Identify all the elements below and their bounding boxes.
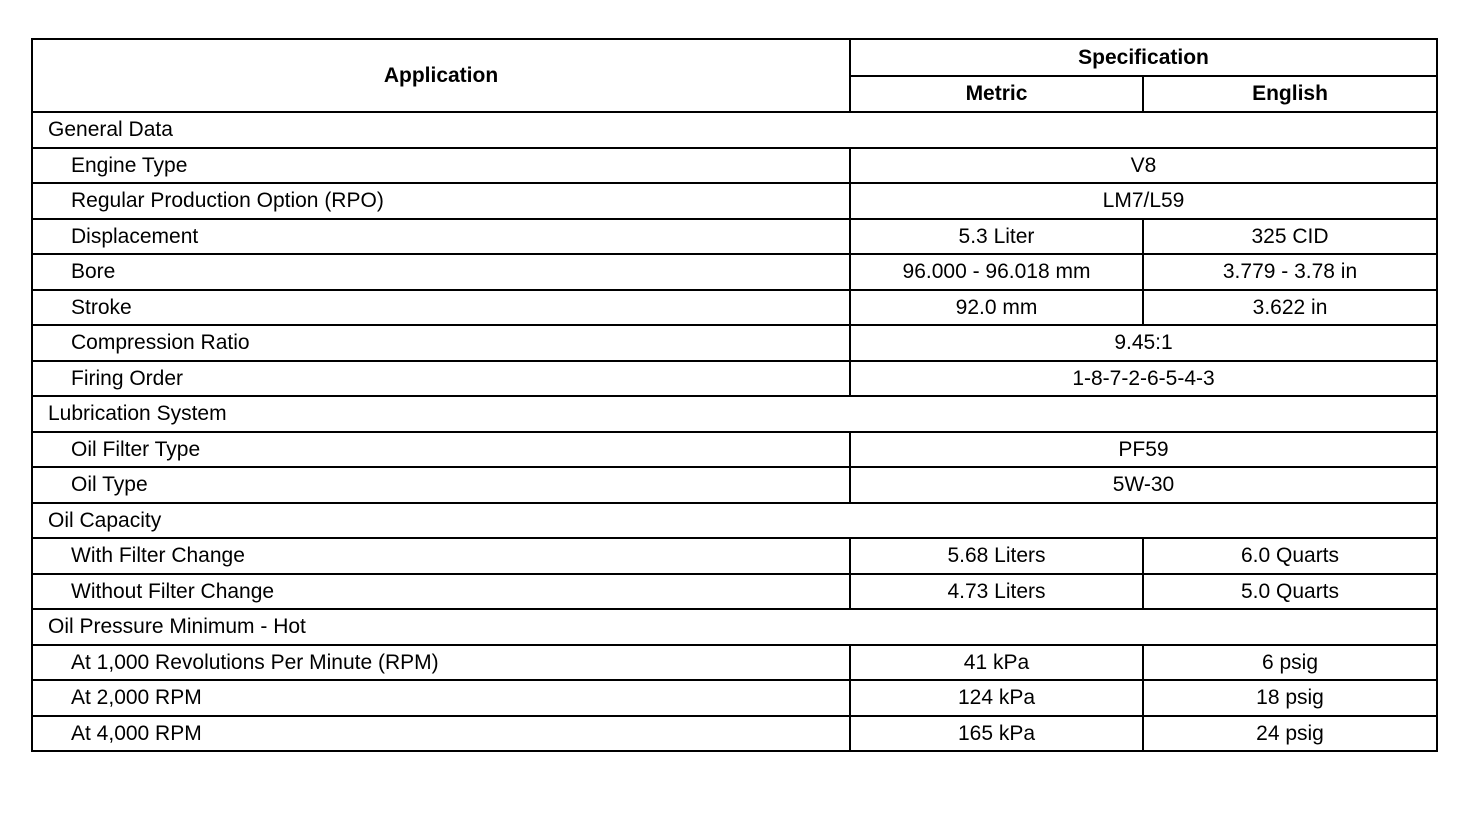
row-label: At 2,000 RPM [32, 680, 850, 716]
row-label: At 4,000 RPM [32, 716, 850, 752]
row-english-value: 5.0 Quarts [1143, 574, 1437, 610]
row-metric-value: 96.000 - 96.018 mm [850, 254, 1143, 290]
row-label: Regular Production Option (RPO) [32, 183, 850, 219]
header-application: Application [32, 39, 850, 112]
row-value: 5W-30 [850, 467, 1437, 503]
table-row [32, 183, 1437, 219]
header-metric: Metric [850, 76, 1143, 113]
section-row-lubrication-system [32, 396, 1437, 432]
row-metric-value: 5.3 Liter [850, 219, 1143, 255]
header-specification: Specification [850, 39, 1437, 76]
row-metric-value: 41 kPa [850, 645, 1143, 681]
row-metric-value: 92.0 mm [850, 290, 1143, 326]
table-row [32, 680, 1437, 716]
table-row [32, 574, 1437, 610]
row-label: Stroke [32, 290, 850, 326]
row-label: Displacement [32, 219, 850, 255]
table-row [32, 361, 1437, 397]
row-value: 9.45:1 [850, 325, 1437, 361]
row-english-value: 24 psig [1143, 716, 1437, 752]
row-value: 1-8-7-2-6-5-4-3 [850, 361, 1437, 397]
section-row-oil-capacity [32, 503, 1437, 539]
section-title: General Data [32, 112, 1437, 148]
table-row [32, 432, 1437, 468]
row-label: Engine Type [32, 148, 850, 184]
section-title: Oil Pressure Minimum - Hot [32, 609, 1437, 645]
row-label: With Filter Change [32, 538, 850, 574]
row-label: Without Filter Change [32, 574, 850, 610]
row-metric-value: 5.68 Liters [850, 538, 1143, 574]
section-row-general-data [32, 112, 1437, 148]
table-row [32, 148, 1437, 184]
row-label: Oil Type [32, 467, 850, 503]
row-label: Oil Filter Type [32, 432, 850, 468]
row-label: Compression Ratio [32, 325, 850, 361]
section-title: Oil Capacity [32, 503, 1437, 539]
row-label: Bore [32, 254, 850, 290]
row-value: PF59 [850, 432, 1437, 468]
table-row [32, 645, 1437, 681]
row-english-value: 18 psig [1143, 680, 1437, 716]
table-row [32, 290, 1437, 326]
table-row [32, 325, 1437, 361]
section-row-oil-pressure [32, 609, 1437, 645]
row-english-value: 325 CID [1143, 219, 1437, 255]
row-metric-value: 4.73 Liters [850, 574, 1143, 610]
table-row [32, 219, 1437, 255]
row-english-value: 3.779 - 3.78 in [1143, 254, 1437, 290]
table-row [32, 716, 1437, 752]
row-label: Firing Order [32, 361, 850, 397]
row-value: V8 [850, 148, 1437, 184]
row-label: At 1,000 Revolutions Per Minute (RPM) [32, 645, 850, 681]
row-metric-value: 124 kPa [850, 680, 1143, 716]
engine-spec-table [31, 38, 1438, 752]
header-english: English [1143, 76, 1437, 113]
row-value: LM7/L59 [850, 183, 1437, 219]
table-row [32, 538, 1437, 574]
spec-table-body [32, 112, 1437, 751]
table-row [32, 254, 1437, 290]
section-title: Lubrication System [32, 396, 1437, 432]
row-english-value: 3.622 in [1143, 290, 1437, 326]
row-english-value: 6 psig [1143, 645, 1437, 681]
row-english-value: 6.0 Quarts [1143, 538, 1437, 574]
table-row [32, 467, 1437, 503]
row-metric-value: 165 kPa [850, 716, 1143, 752]
